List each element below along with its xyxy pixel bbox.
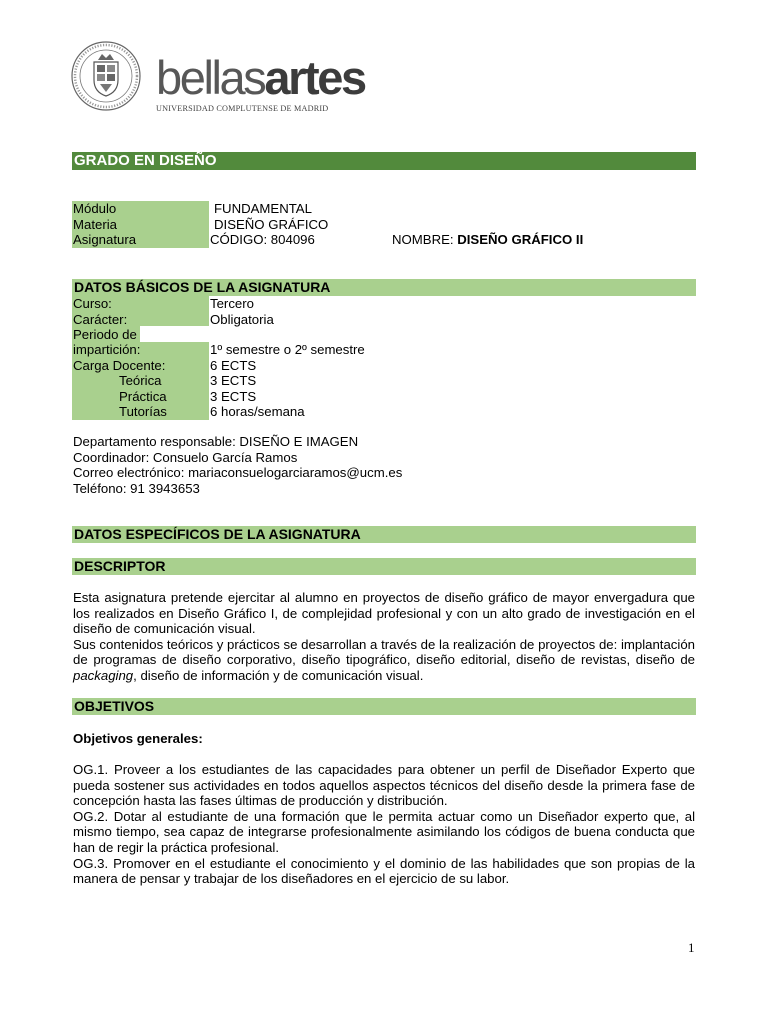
carga-label: Carga Docente: xyxy=(73,357,166,373)
basic-label-cell-top-ext xyxy=(140,296,209,326)
descriptor-body xyxy=(73,590,695,684)
email-line: Correo electrónico: mariaconsuelogarciaramos@ucm.es xyxy=(73,465,403,480)
periodo-label: Periodo de xyxy=(73,326,137,342)
materia-value: DISEÑO GRÁFICO xyxy=(214,216,329,232)
asignatura-label: Asignatura xyxy=(73,232,137,247)
objetivos-heading: OBJETIVOS xyxy=(72,698,696,715)
teorica-value: 3 ECTS xyxy=(210,373,257,388)
brand-subtitle: UNIVERSIDAD COMPLUTENSE DE MADRID xyxy=(156,104,329,113)
module-value: FUNDAMENTAL xyxy=(214,201,312,216)
objective-og1: OG.1. Proveer a los estudiantes de las capacidades para obtener un perfil de Diseñador Experto que pueda sostener sus actividades en todos aquellos aspectos técnicos del diseño desde la primera fase de concepción hasta las fases últimas de producción y distribución. xyxy=(73,762,695,809)
descriptor-paragraph-2: Sus contenidos teóricos y prácticos se desarrollan a través de la realización de proyectos de: implantación de programas de diseño corporativo, diseño tipográfico, diseño editorial, diseño de revistas, diseño de packaging, diseño de información y de comunicación visual. xyxy=(73,636,695,683)
descriptor-paragraph-1: Esta asignatura pretende ejercitar al alumno en proyectos de diseño gráfico de mayor envergadura que los realizados en Diseño Gráfico I, de complejidad profesional y con un alto grado de investigación en el diseño de comunicación visual. xyxy=(73,590,695,637)
module-label: Módulo xyxy=(73,201,117,216)
coordinator-line: Coordinador: Consuelo García Ramos xyxy=(73,449,298,465)
header-logo xyxy=(70,40,365,116)
objetivos-body xyxy=(73,762,695,887)
imparticion-value: 1º semestre o 2º semestre xyxy=(210,342,365,357)
practica-label: Práctica xyxy=(119,388,167,404)
phone-line: Teléfono: 91 3943653 xyxy=(73,481,200,496)
objective-og3: OG.3. Promover en el estudiante el conocimiento y el dominio de las habilidades que son propias de la manera de pensar y trabajar de los diseñadores en el ejercicio de su labor. xyxy=(73,855,695,887)
tutorias-value: 6 horas/semana xyxy=(210,404,305,419)
imparticion-label: impartición: xyxy=(73,342,141,357)
curso-value: Tercero xyxy=(210,296,254,311)
practica-value: 3 ECTS xyxy=(210,388,257,404)
caracter-value: Obligatoria xyxy=(210,311,274,327)
asignatura-name xyxy=(392,232,583,248)
caracter-label: Carácter: xyxy=(73,311,128,327)
carga-value: 6 ECTS xyxy=(210,357,257,373)
name-label: NOMBRE: xyxy=(392,232,454,247)
asignatura-code: CÓDIGO: 804096 xyxy=(210,232,315,247)
descriptor-heading: DESCRIPTOR xyxy=(72,558,696,575)
department-line: Departamento responsable: DISEÑO E IMAGEN xyxy=(73,434,359,449)
tutorias-label: Tutorías xyxy=(119,404,167,419)
objetivos-generales-subheading: Objetivos generales: xyxy=(73,731,203,746)
materia-label: Materia xyxy=(73,216,117,232)
degree-title-bar: GRADO EN DISEÑO xyxy=(72,152,696,170)
objective-og2: OG.2. Dotar al estudiante de una formación que le permita actuar como un Diseñador experto que, al mismo tiempo, sea capaz de integrarse profesionalmente asimilando los códigos de buena conducta que han de regir la práctica profesional. xyxy=(73,808,695,855)
datos-especificos-heading: DATOS ESPECÍFICOS DE LA ASIGNATURA xyxy=(72,526,696,543)
page-number: 1 xyxy=(688,940,695,955)
teorica-label: Teórica xyxy=(119,373,162,388)
brand-wordmark: bellasartes xyxy=(156,51,365,104)
datos-basicos-heading: DATOS BÁSICOS DE LA ASIGNATURA xyxy=(72,279,696,296)
name-value: DISEÑO GRÁFICO II xyxy=(457,232,584,247)
university-seal-icon xyxy=(70,40,142,112)
curso-label: Curso: xyxy=(73,296,112,311)
